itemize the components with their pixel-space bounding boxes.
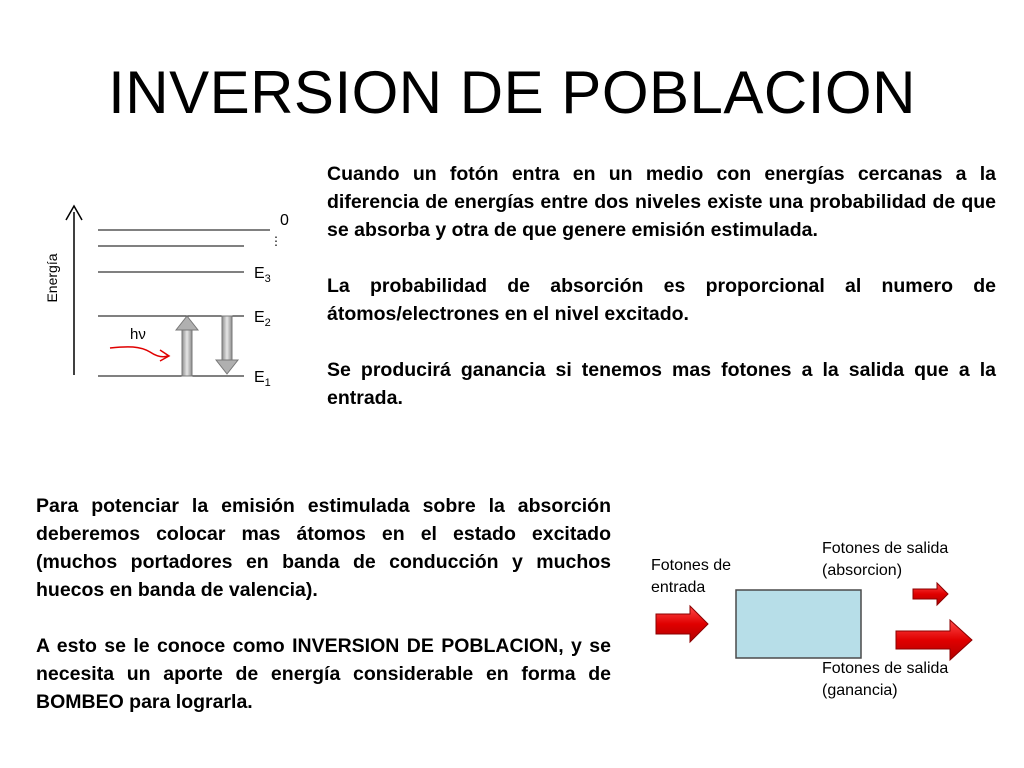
photon-label: hν (130, 326, 146, 343)
input-photon-arrow (656, 606, 708, 642)
paragraph-population-inversion: A esto se le conoce como INVERSION DE POBLACION, y se necesita un aporte de energía considerable en forma de BOMBEO para lograrla. (36, 635, 611, 713)
level-e1-label (254, 369, 271, 389)
level-e2-subscript: 2 (264, 317, 271, 330)
level-e1-letter: E (254, 369, 265, 386)
gain-medium-box (736, 590, 861, 658)
paragraph-stimulated-emission: Para potenciar la emisión estimulada sobre la absorción deberemos colocar mas átomos en el estado excitado (muchos portadores en banda de conducción y muchos huecos en banda de valencia). (36, 495, 611, 601)
absorption-output-arrow (913, 583, 948, 605)
paragraph-gain-condition: Se producirá ganancia si tenemos mas fotones a la salida que a la entrada. (327, 359, 996, 409)
level-zero-label: 0 (280, 212, 289, 229)
photon-arrow (110, 347, 169, 361)
level-dots: ⋮ (270, 234, 282, 248)
absorption-arrow (176, 316, 198, 376)
level-e2-letter: E (254, 309, 265, 326)
paragraph-absorption-probability: La probabilidad de absorción es proporcional al numero de átomos/electrones en el nivel excitado. (327, 275, 996, 325)
level-e1-subscript: 1 (264, 377, 271, 390)
input-photons-label: Fotones de entrada (651, 557, 732, 596)
level-e2-label (254, 309, 271, 329)
level-e3-subscript: 3 (264, 273, 271, 286)
energy-axis-arrow (66, 206, 82, 375)
paragraph-photon-interaction: Cuando un fotón entra en un medio con energías cercanas a la diferencia de energías entre dos niveles existe una probabilidad de que se absorba y otra de que genere emisión estimulada. (327, 163, 996, 241)
emission-arrow (216, 316, 238, 374)
absorption-output-label: Fotones de salida (absorcion) (822, 540, 949, 579)
level-e3-label (254, 265, 271, 285)
energy-axis-label: Energía (44, 253, 60, 303)
level-e3-letter: E (254, 265, 265, 282)
gain-output-label: Fotones de salida (ganancia) (822, 660, 949, 699)
slide-title: INVERSION DE POBLACION (108, 59, 916, 126)
gain-output-arrow (896, 620, 972, 660)
